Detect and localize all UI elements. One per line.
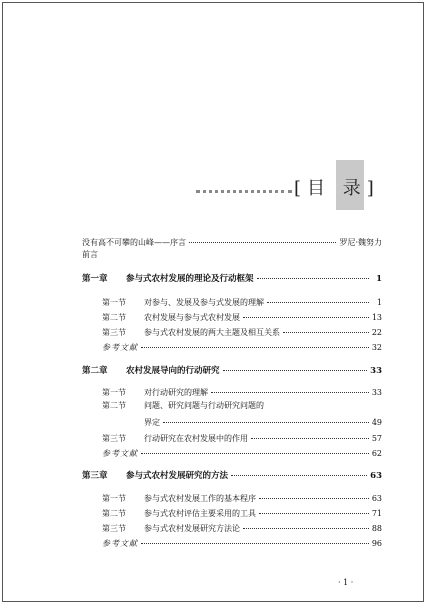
dot-leader <box>141 445 369 454</box>
preface-author: 罗尼·魏努力 <box>339 238 382 247</box>
section-label: 第三节 <box>102 434 126 443</box>
page-number: 32 <box>371 343 382 352</box>
dot-leader <box>243 520 369 529</box>
dot-leader <box>223 362 368 371</box>
section-label: 第二节 <box>102 401 126 410</box>
page-number: 13 <box>371 313 382 322</box>
page-number: 33 <box>371 388 382 397</box>
section-label: 第二节 <box>102 313 126 322</box>
toc-chapter-1[interactable] <box>82 272 382 284</box>
dot-leader <box>141 535 369 544</box>
toc-section[interactable] <box>102 326 382 338</box>
toc-chapter-2[interactable] <box>82 364 382 376</box>
section-title: 参与式农村发展工作的基本程序 <box>144 494 256 503</box>
toc-section[interactable] <box>102 522 382 534</box>
toc-section[interactable] <box>102 296 382 308</box>
references-label: 参考文献 <box>102 343 138 352</box>
section-title: 对行动研究的理解 <box>144 388 208 397</box>
page-number: 71 <box>371 509 382 518</box>
page-number: 63 <box>370 471 382 481</box>
toc-entry-preface[interactable] <box>82 236 382 248</box>
dot-leader <box>259 505 369 514</box>
dot-leader <box>231 467 367 476</box>
toc-entry-foreword[interactable] <box>82 250 98 260</box>
toc-section-continuation[interactable] <box>144 416 382 428</box>
section-title-continued: 界定 <box>144 418 160 427</box>
section-title: 问题、研究问题与行动研究问题的 <box>144 401 264 410</box>
toc-title-block <box>196 160 380 210</box>
foreword-title: 前言 <box>82 250 98 259</box>
section-label: 第三节 <box>102 328 126 337</box>
dot-leader <box>211 384 369 393</box>
dot-leader <box>163 414 369 423</box>
toc-references[interactable] <box>102 341 382 353</box>
references-label: 参考文献 <box>102 539 138 548</box>
dot-leader <box>283 324 369 333</box>
chapter-label: 第一章 <box>82 274 108 284</box>
dot-leader <box>251 430 369 439</box>
section-label: 第二节 <box>102 509 126 518</box>
section-label: 第一节 <box>102 298 126 307</box>
dot-leader <box>243 309 369 318</box>
toc-references[interactable] <box>102 447 382 459</box>
chapter-label: 第三章 <box>82 471 108 481</box>
dot-leader <box>189 234 336 243</box>
section-label: 第三节 <box>102 524 126 533</box>
title-dotted-rule <box>196 190 292 193</box>
dot-leader <box>259 490 369 499</box>
page-number: 88 <box>371 524 382 533</box>
toc-section[interactable] <box>102 386 382 398</box>
preface-title: 没有高不可攀的山峰——序言 <box>82 238 186 247</box>
section-label: 第一节 <box>102 388 126 397</box>
page-number: 96 <box>371 539 382 548</box>
section-title: 对参与、发展及参与式发展的理解 <box>144 298 264 307</box>
section-title: 农村发展与参与式农村发展 <box>144 313 240 322</box>
page-number: 57 <box>371 434 382 443</box>
section-title: 参与式农村评估主要采用的工具 <box>144 509 256 518</box>
toc-title: [目 录] <box>294 178 380 199</box>
page-folio: · 1 · <box>338 578 354 587</box>
chapter-title: 参与式农村发展的理论及行动框架 <box>126 274 254 284</box>
references-label: 参考文献 <box>102 449 138 458</box>
page-number: 63 <box>371 494 382 503</box>
dot-leader <box>141 339 369 348</box>
toc-section[interactable] <box>102 432 382 444</box>
toc-section[interactable] <box>102 401 264 411</box>
toc-references[interactable] <box>102 537 382 549</box>
page-number: 1 <box>376 298 382 307</box>
dot-leader <box>257 270 369 279</box>
section-title: 参与式农村发展的两大主题及相互关系 <box>144 328 280 337</box>
page-number: 1 <box>376 274 382 284</box>
page-number: 33 <box>370 366 382 376</box>
section-label: 第一节 <box>102 494 126 503</box>
page-number: 62 <box>371 449 382 458</box>
section-title: 参与式农村发展研究方法论 <box>144 524 240 533</box>
toc-chapter-3[interactable] <box>82 469 382 481</box>
chapter-label: 第二章 <box>82 366 108 376</box>
page-number: 49 <box>371 418 382 427</box>
toc-section[interactable] <box>102 492 382 504</box>
section-title: 行动研究在农村发展中的作用 <box>144 434 248 443</box>
chapter-title: 农村发展导向的行动研究 <box>126 366 220 376</box>
dot-leader <box>267 294 369 303</box>
toc-section[interactable] <box>102 311 382 323</box>
page-number: 22 <box>371 328 382 337</box>
toc-section[interactable] <box>102 507 382 519</box>
chapter-title: 参与式农村发展研究的方法 <box>126 471 229 481</box>
